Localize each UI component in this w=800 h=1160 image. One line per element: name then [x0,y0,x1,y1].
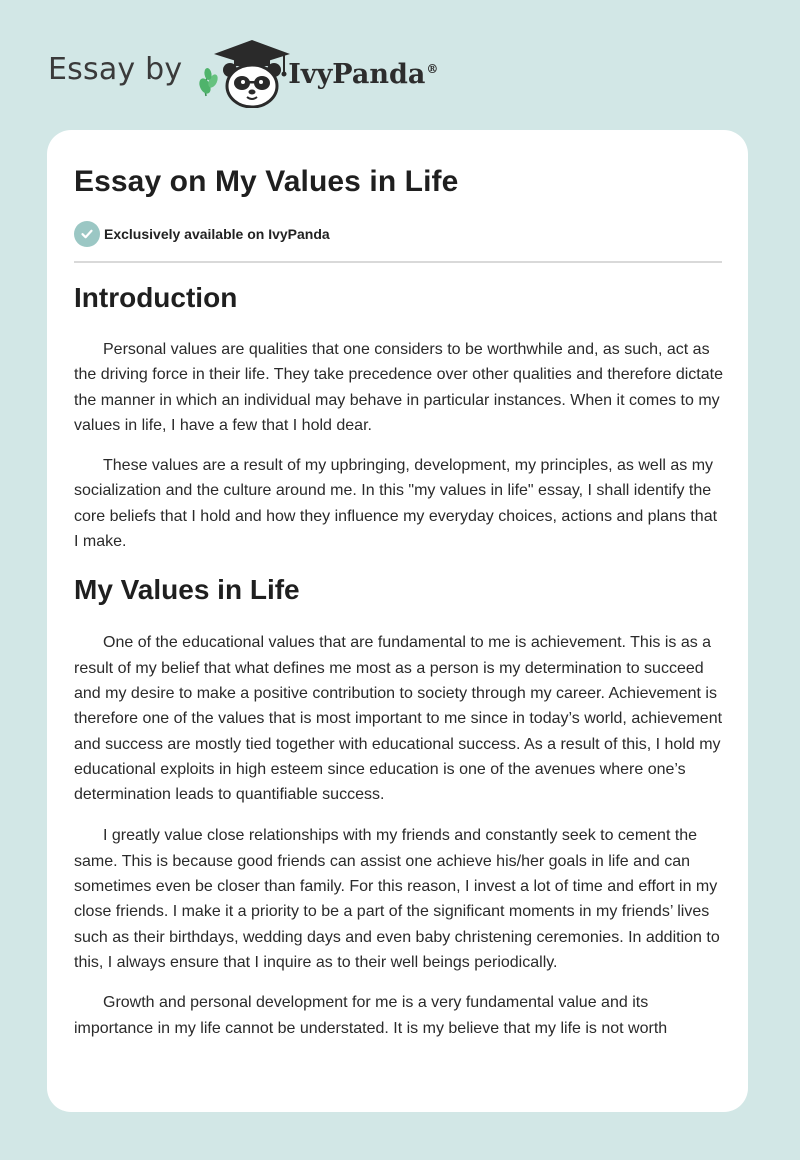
registered-trademark: ® [426,61,439,76]
section-heading: Introduction [74,282,238,313]
section-my-values-in-life [74,574,724,1040]
badge-text: Exclusively available on IvyPanda [104,226,330,242]
site-header [48,36,438,108]
paragraph: Personal values are qualities that one considers to be worthwhile and, as such, act as the driving force in their life. They take precedence over other qualities and therefore dictate the manner in which an individual may behave in particular instances. When it comes to my values in life, I have a few that I hold dear. [74,341,723,434]
paragraph: One of the educational values that are fundamental to me is achievement. This is as a result of my belief that what defines me most as a person is my determination to succeed and my desire to make a positive contribution to society through my career. Achievement is therefore one of the values that is most important to me since in today’s world, achievement and success are mostly tied together with educational success. As a result of this, I hold my educational exploits in high esteem since education is one of the avenues where one’s determination leads to quantifiable success. [74,634,723,804]
checkmark-icon [74,221,100,247]
section-heading: My Values in Life [74,574,300,606]
title-divider [74,261,722,263]
brand-name: IvyPanda® [288,58,439,90]
essay-card [47,130,748,1112]
paragraph: These values are a result of my upbringing, development, my principles, as well as my socialization and the culture around me. In this "my values in life" essay, I shall identify the core beliefs that I hold and how they influence my everyday choices, actions and plans that I make. [74,457,718,551]
brand-prefix: Essay by [48,51,183,87]
exclusive-badge [74,221,330,247]
paragraph: I greatly value close relationships with my friends and constantly seek to cement the same. This is because good friends can assist one achieve his/her goals in life and can sometimes even be closer than family. For this reason, I invest a lot of time and effort in my close friends. I make it a priority to be a part of the significant moments in my friends’ lives such as their birthdays, wedding days and even baby christening ceremonies. In addition to this, I always ensure that I inquire as to their well beings periodically. [74,827,720,971]
section-introduction [74,282,724,554]
paragraph: Growth and personal development for me is a very fundamental value and its importance in my life cannot be understated. It is my believe that my life is not worth [74,994,668,1037]
panda-graduate-logo-icon[interactable] [194,36,294,108]
essay-title: Essay on My Values in Life [74,165,459,198]
essay-body [74,282,724,1041]
